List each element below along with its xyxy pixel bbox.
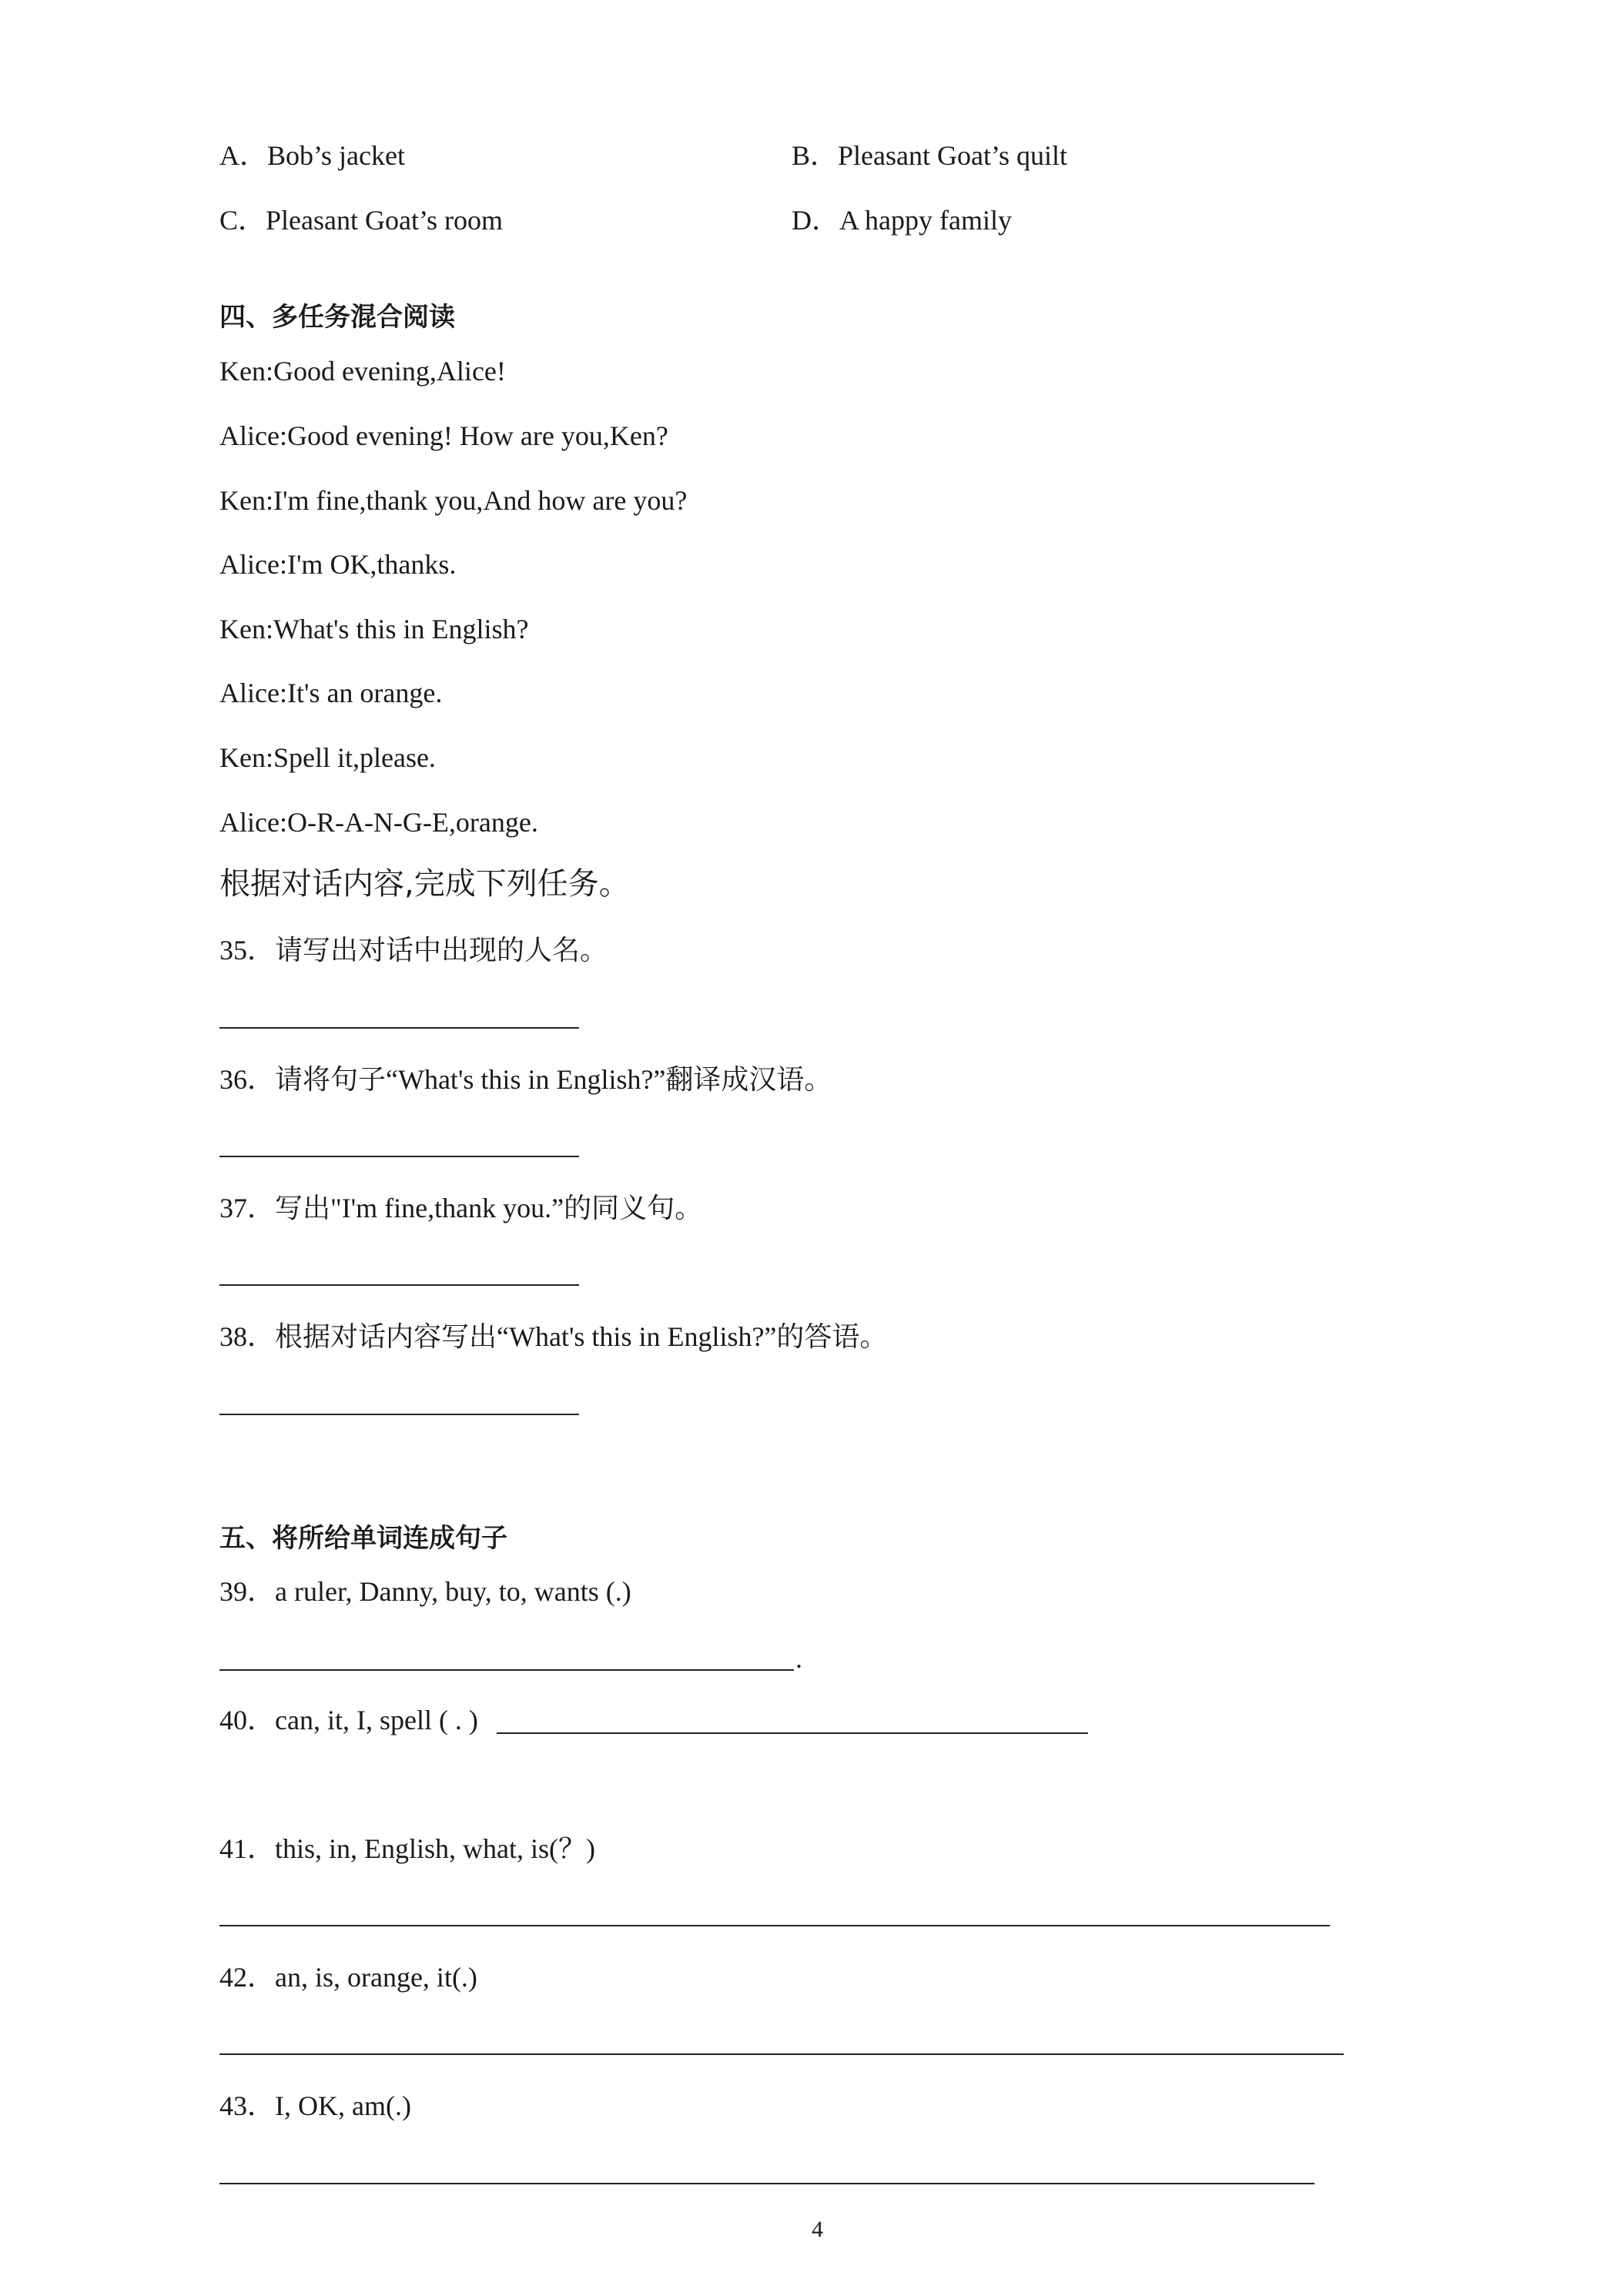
question-39: 39．a ruler, Danny, buy, to, wants (.): [219, 1576, 631, 1607]
section-5-title: 五、将所给单词连成句子: [219, 1523, 507, 1554]
question-36: 36．请将句子“What's this in English?”翻译成汉语。: [219, 1064, 832, 1095]
option-b: B．Pleasant Goat’s quilt: [792, 140, 1067, 171]
section-4-title: 四、多任务混合阅读: [219, 302, 455, 333]
dialogue-line: Alice:I'm OK,thanks.: [219, 549, 457, 580]
dialogue-line: Alice:O-R-A-N-G-E,orange.: [219, 807, 538, 838]
option-a: A．Bob’s jacket: [219, 140, 405, 171]
question-41: 41．this, in, English, what, is(？): [219, 1833, 595, 1864]
answer-39-period: .: [795, 1643, 802, 1674]
answer-line-38[interactable]: [219, 1414, 579, 1415]
dialogue-line: Ken:I'm fine,thank you,And how are you?: [219, 485, 688, 516]
dialogue-line: Ken:What's this in English?: [219, 614, 529, 644]
question-40: 40．can, it, I, spell ( . ): [219, 1705, 478, 1735]
question-38: 38．根据对话内容写出“What's this in English?”的答语。: [219, 1321, 888, 1352]
question-35: 35．请写出对话中出现的人名。: [219, 935, 608, 966]
answer-line-37[interactable]: [219, 1284, 579, 1286]
option-d: D．A happy family: [792, 205, 1012, 236]
task-instruction: 根据对话内容,完成下列任务。: [219, 866, 630, 902]
answer-line-42[interactable]: [219, 2053, 1344, 2055]
question-42: 42．an, is, orange, it(.): [219, 1962, 477, 1993]
question-43: 43．I, OK, am(.): [219, 2090, 411, 2121]
dialogue-line: Alice:It's an orange.: [219, 678, 443, 708]
dialogue-line: Ken:Good evening,Alice!: [219, 356, 506, 387]
answer-line-43[interactable]: [219, 2183, 1314, 2184]
answer-line-35[interactable]: [219, 1027, 579, 1029]
answer-line-40[interactable]: [497, 1732, 1088, 1734]
dialogue-line: Alice:Good evening! How are you,Ken?: [219, 420, 668, 451]
page-number: 4: [812, 2217, 823, 2242]
answer-line-39[interactable]: [219, 1669, 794, 1671]
dialogue-line: Ken:Spell it,please.: [219, 742, 436, 773]
answer-line-41[interactable]: [219, 1925, 1330, 1926]
option-c: C．Pleasant Goat’s room: [219, 205, 503, 236]
answer-line-36[interactable]: [219, 1156, 579, 1157]
question-37: 37．写出"I'm fine,thank you.”的同义句。: [219, 1193, 703, 1223]
